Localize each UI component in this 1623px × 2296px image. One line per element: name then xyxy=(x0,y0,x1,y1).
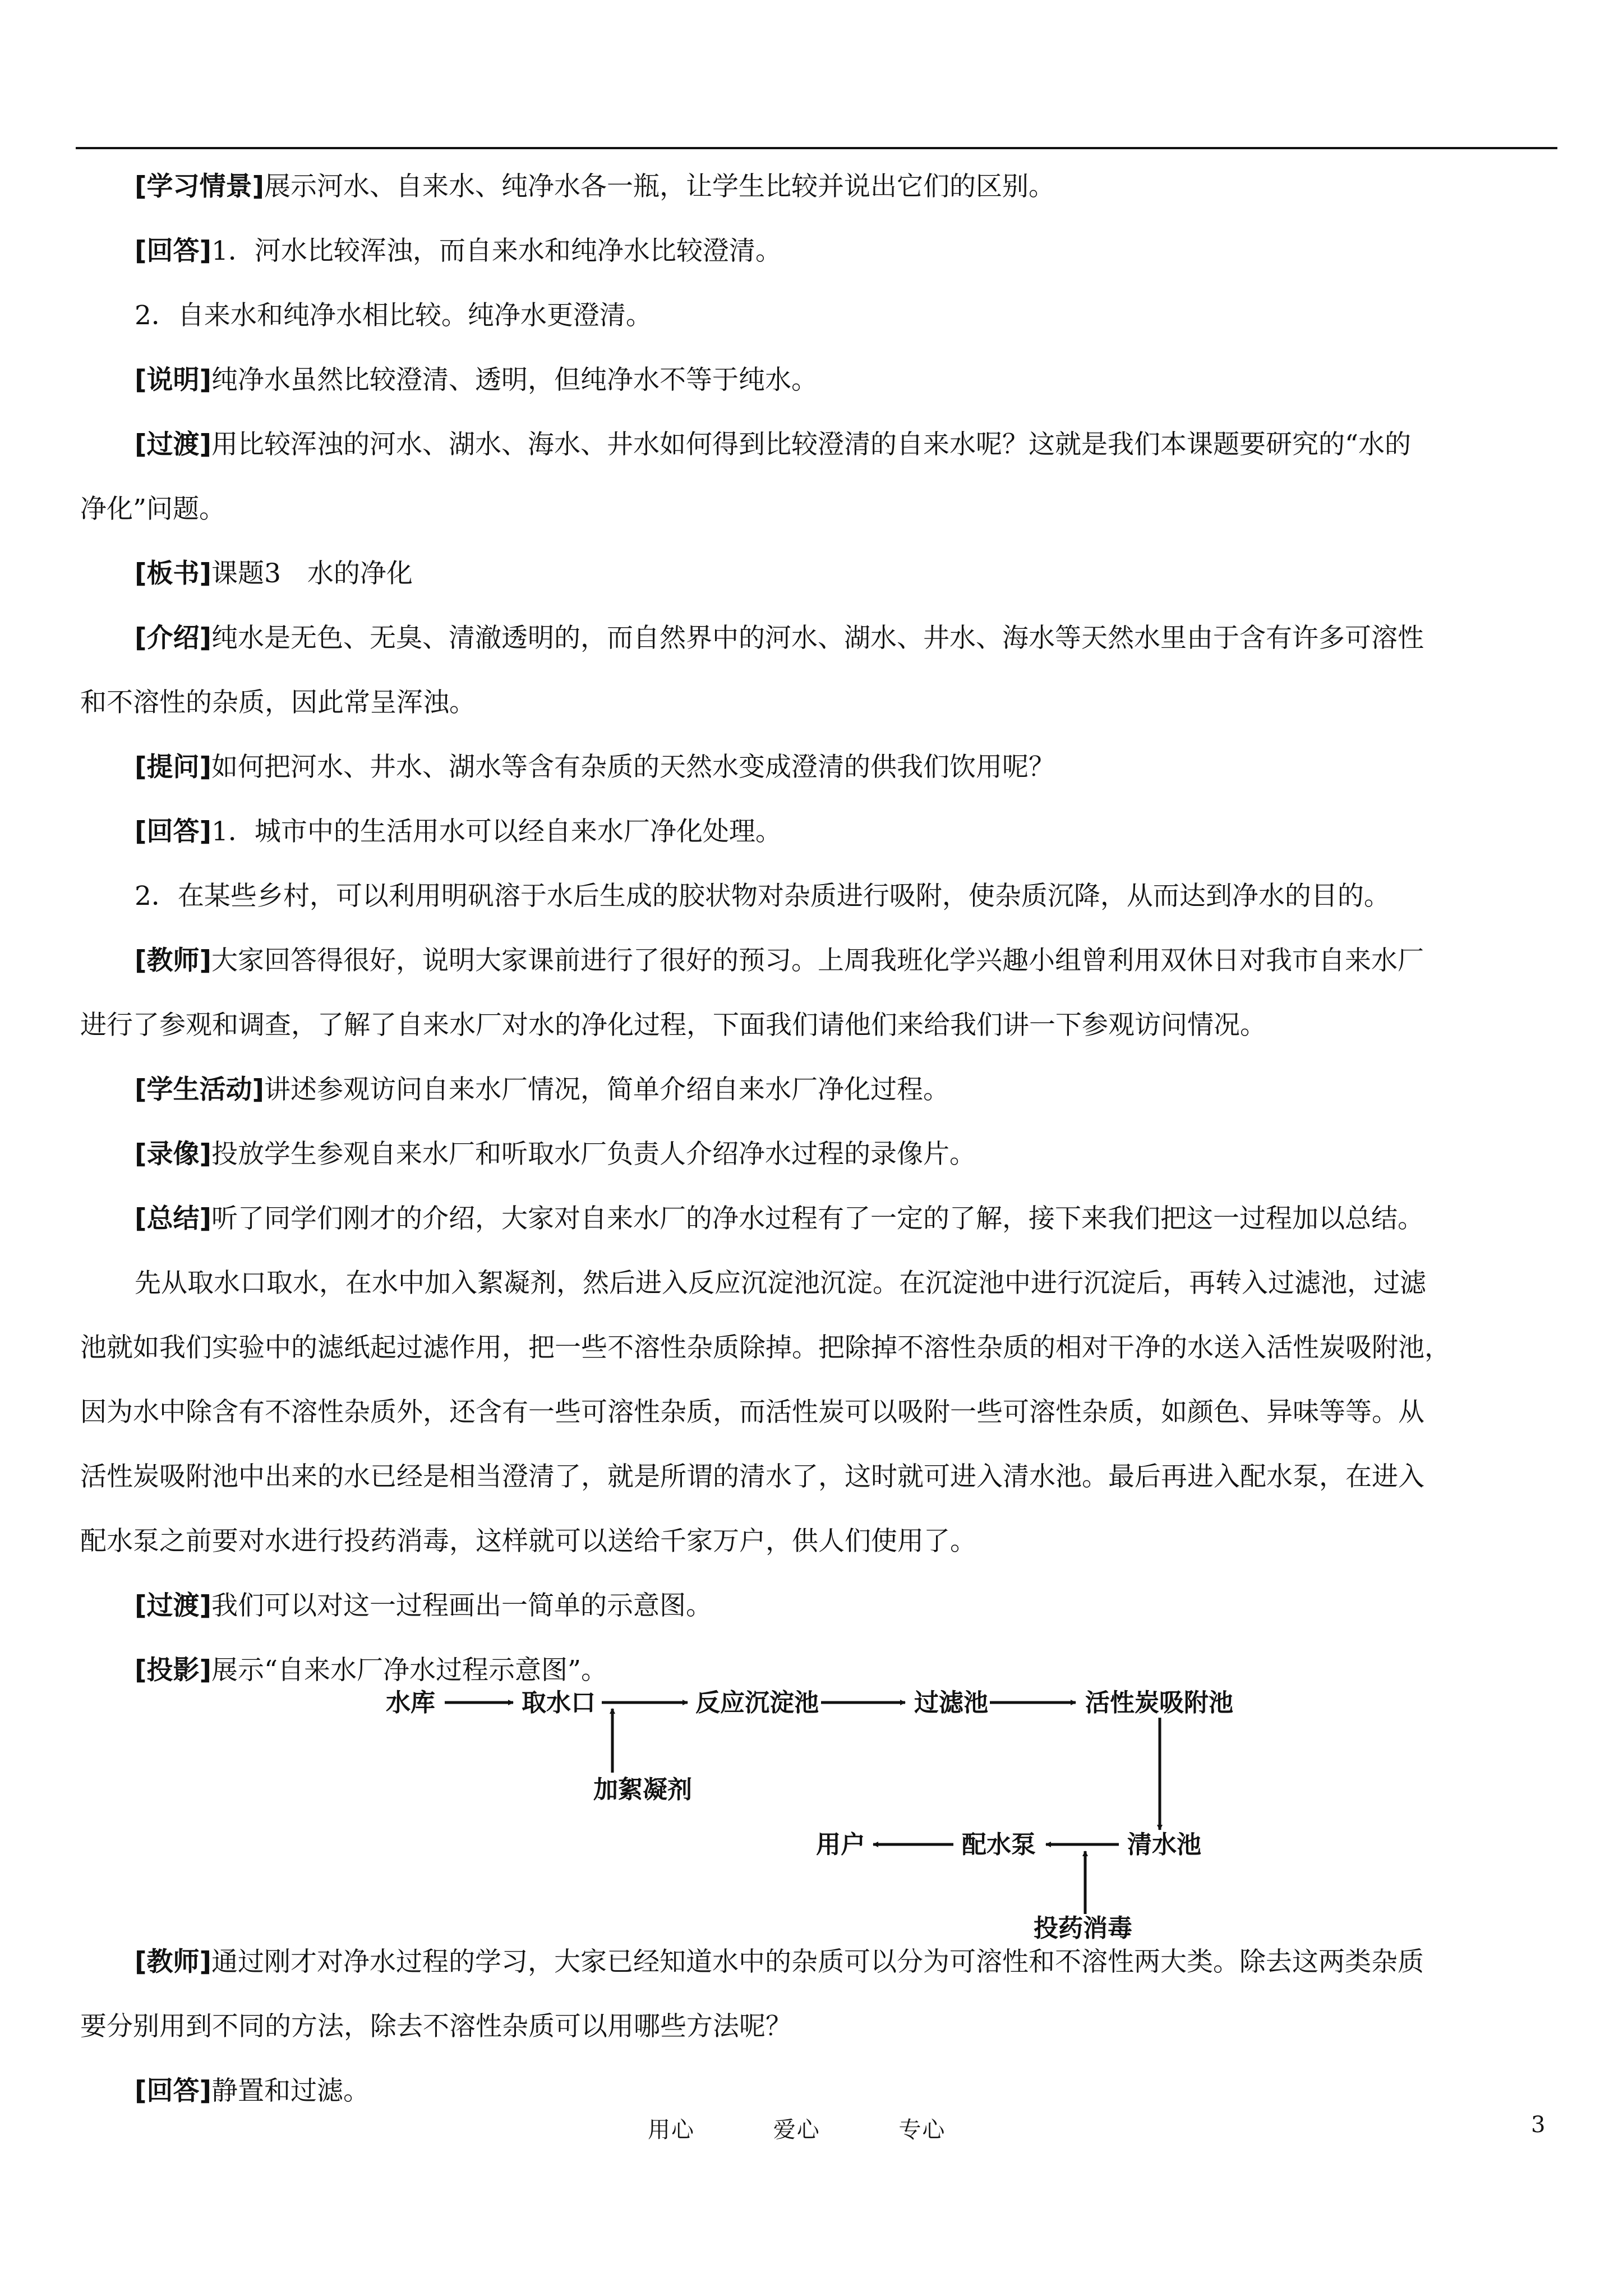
paragraph-tag: [教师] xyxy=(135,945,211,976)
paragraph-tag: [回答] xyxy=(135,236,211,266)
header-rule xyxy=(76,147,1557,149)
paragraph-line xyxy=(80,1509,1557,1573)
paragraph-line xyxy=(80,412,1557,477)
motto-word: 爱心 xyxy=(773,2117,820,2143)
node-pump: 配水泵 xyxy=(962,1830,1036,1859)
paragraph-text: 纯净水虽然比较澄清、透明，但纯净水不等于纯水。 xyxy=(211,365,818,395)
paragraph-text: 投放学生参观自来水厂和听取水厂负责人介绍净水过程的录像片。 xyxy=(211,1139,976,1170)
paragraph-text: 展示河水、自来水、纯净水各一瓶，让学生比较并说出它们的区别。 xyxy=(264,171,1055,202)
node-users: 用户 xyxy=(816,1830,865,1859)
paragraph-text: 活性炭吸附池中出来的水已经是相当澄清了，就是所谓的清水了，这时就可进入清水池。最后再进入配水泵，在进入 xyxy=(80,1461,1424,1492)
paragraph-line xyxy=(80,993,1557,1057)
paragraph-text: 我们可以对这一过程画出一简单的示意图。 xyxy=(211,1590,712,1621)
paragraph-text: 如何把河水、井水、湖水等含有杂质的天然水变成澄清的供我们饮用呢？ xyxy=(211,752,1055,783)
paragraph-tag: [介绍] xyxy=(135,623,211,654)
node-disinfect: 投药消毒 xyxy=(1034,1914,1132,1943)
paragraph-line xyxy=(80,1315,1557,1380)
paragraph-line xyxy=(80,154,1557,219)
paragraph-tag: [教师] xyxy=(135,1947,211,1977)
paragraph-line xyxy=(80,1638,1557,1703)
paragraph-line xyxy=(80,864,1557,928)
paragraph-text: 课题3 水的净化 xyxy=(211,558,413,589)
node-sedimentation: 反应沉淀池 xyxy=(695,1688,819,1717)
paragraph-tag: [板书] xyxy=(135,558,211,589)
paragraph-text: 讲述参观访问自来水厂情况，简单介绍自来水厂净化过程。 xyxy=(264,1074,949,1105)
paragraph-tag: [说明] xyxy=(135,365,211,395)
paragraph-text: 要分别用到不同的方法，除去不溶性杂质可以用哪些方法呢？ xyxy=(80,2011,792,2042)
paragraph-text: 先从取水口取水，在水中加入絮凝剂，然后进入反应沉淀池沉淀。在沉淀池中进行沉淀后，再转入过滤池，过滤 xyxy=(135,1268,1426,1299)
paragraph-tag: [学习情景] xyxy=(135,171,264,202)
paragraph-text: 净化”问题。 xyxy=(80,494,226,524)
paragraph-text: 和不溶性的杂质，因此常呈浑浊。 xyxy=(80,687,476,718)
node-intake: 取水口 xyxy=(522,1688,596,1717)
paragraph-text: 纯水是无色、无臭、清澈透明的，而自然界中的河水、湖水、井水、海水等天然水里由于含有许多可溶性 xyxy=(211,623,1424,654)
paragraph-text: 2．自来水和纯净水相比较。纯净水更澄清。 xyxy=(135,300,652,331)
paragraph-line xyxy=(80,1994,1557,2059)
paragraph-line xyxy=(80,1186,1557,1251)
paragraph-tag: [总结] xyxy=(135,1203,211,1234)
paragraph-tag: [回答] xyxy=(135,2076,211,2106)
paragraph-text: 进行了参观和调查，了解了自来水厂对水的净化过程，下面我们请他们来给我们讲一下参观访问情况。 xyxy=(80,1010,1266,1041)
paragraph-line xyxy=(80,606,1557,670)
paragraph-line xyxy=(80,1930,1557,1994)
paragraph-text: 2．在某些乡村，可以利用明矾溶于水后生成的胶状物对杂质进行吸附，使杂质沉降，从而达到净水的目的。 xyxy=(135,881,1390,912)
paragraph-tag: [学生活动] xyxy=(135,1074,264,1105)
paragraph-line xyxy=(80,541,1557,606)
paragraph-tag: [过渡] xyxy=(135,429,211,460)
paragraph-line xyxy=(80,735,1557,799)
paragraph-text: 展示“自来水厂净水过程示意图”。 xyxy=(211,1655,608,1686)
paragraph-line xyxy=(80,283,1557,348)
footer-motto xyxy=(648,2112,1016,2144)
paragraph-text: 池就如我们实验中的滤纸起过滤作用，把一些不溶性杂质除掉。把除掉不溶性杂质的相对干净的水送入活性炭吸附池， xyxy=(80,1332,1451,1363)
paragraph-line xyxy=(80,477,1557,541)
page-number: 3 xyxy=(1531,2112,1546,2138)
paragraph-text: 大家回答得很好，说明大家课前进行了很好的预习。上周我班化学兴趣小组曾利用双休日对我市自来水厂 xyxy=(211,945,1424,976)
paragraph-text: 因为水中除含有不溶性杂质外，还含有一些可溶性杂质，而活性炭可以吸附一些可溶性杂质，如颜色、异味等等。从 xyxy=(80,1397,1424,1428)
paragraph-tag: [投影] xyxy=(135,1655,211,1686)
paragraph-line xyxy=(80,1444,1557,1509)
paragraph-text: 1．城市中的生活用水可以经自来水厂净化处理。 xyxy=(211,816,782,847)
paragraph-text: 用比较浑浊的河水、湖水、海水、井水如何得到比较澄清的自来水呢？这就是我们本课题要研究的“水的 xyxy=(211,429,1411,460)
node-reservoir: 水库 xyxy=(386,1688,435,1717)
node-carbon: 活性炭吸附池 xyxy=(1085,1688,1233,1717)
motto-word: 专心 xyxy=(898,2117,946,2143)
node-filter: 过滤池 xyxy=(914,1688,988,1717)
paragraph-line xyxy=(80,348,1557,412)
paragraph-tag: [提问] xyxy=(135,752,211,783)
paragraph-line xyxy=(80,1573,1557,1638)
paragraph-text: 1．河水比较浑浊，而自来水和纯净水比较澄清。 xyxy=(211,236,782,266)
paragraph-tag: [录像] xyxy=(135,1139,211,1170)
paragraph-line xyxy=(80,1251,1557,1315)
paragraph-line xyxy=(80,928,1557,993)
paragraph-text: 配水泵之前要对水进行投药消毒，这样就可以送给千家万户，供人们使用了。 xyxy=(80,1526,976,1557)
paragraph-tag: [回答] xyxy=(135,816,211,847)
paragraph-text: 听了同学们刚才的介绍，大家对自来水厂的净水过程有了一定的了解，接下来我们把这一过程加以总结。 xyxy=(211,1203,1424,1234)
node-flocculant: 加絮凝剂 xyxy=(593,1775,692,1804)
paragraph-tag: [过渡] xyxy=(135,1590,211,1621)
paragraph-line xyxy=(80,1122,1557,1186)
paragraph-text: 通过刚才对净水过程的学习，大家已经知道水中的杂质可以分为可溶性和不溶性两大类。除去这两类杂质 xyxy=(211,1947,1424,1977)
paragraph-line xyxy=(80,1057,1557,1122)
paragraph-line xyxy=(80,219,1557,283)
node-clear-pool: 清水池 xyxy=(1127,1830,1201,1859)
paragraph-line xyxy=(80,799,1557,864)
paragraph-line xyxy=(80,670,1557,735)
motto-word: 用心 xyxy=(648,2117,695,2143)
paragraph-text: 静置和过滤。 xyxy=(211,2076,370,2106)
paragraph-line xyxy=(80,1380,1557,1444)
